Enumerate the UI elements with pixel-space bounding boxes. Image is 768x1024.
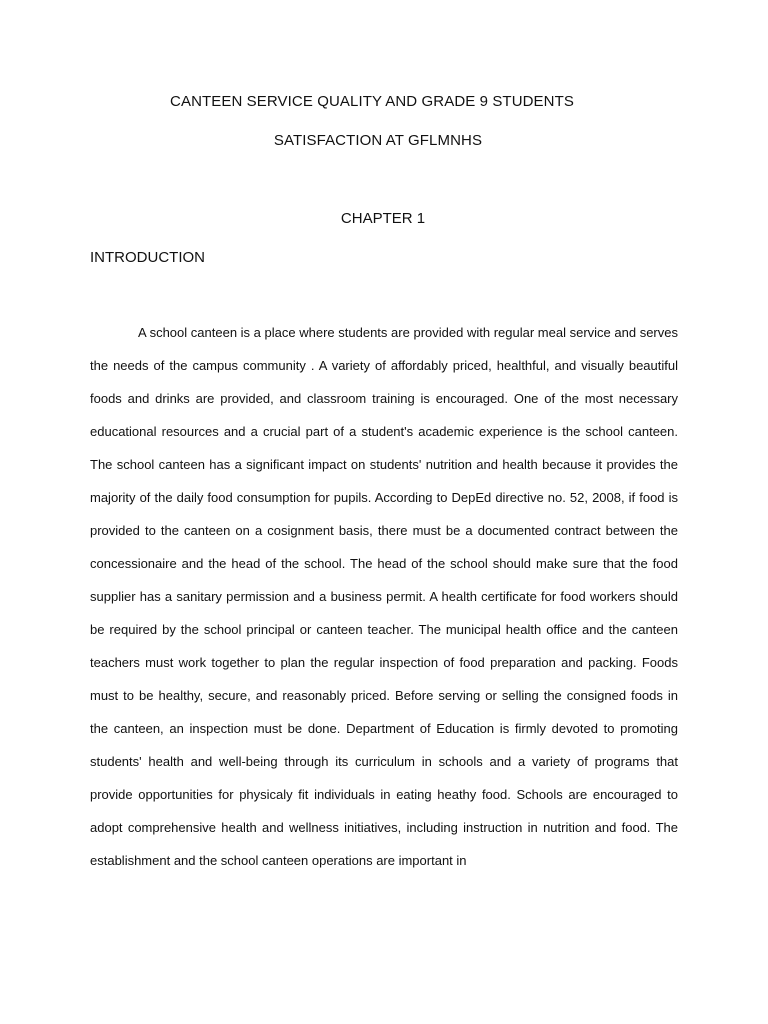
document-title-line-1: CANTEEN SERVICE QUALITY AND GRADE 9 STUDENTS [170,93,574,110]
body-paragraph: A school canteen is a place where students are provided with regular meal service and serves the needs of the campus community . A variety of affordably priced, healthful, and visually beautiful foods and drinks are provided, and classroom training is encouraged. One of the most necessary educational resources and a crucial part of a student's academic experience is the school canteen. The school canteen has a significant impact on students' nutrition and health because it provides the majority of the daily food consumption for pupils. According to DepEd directive no. 52, 2008, if food is provided to the canteen on a cosignment basis, there must be a documented contract between the concessionaire and the head of the school. The head of the school should make sure that the food supplier has a sanitary permission and a business permit. A health certificate for food workers should be required by the school principal or canteen teacher. The municipal health office and the canteen teachers must work together to plan the regular inspection of food preparation and packing. Foods must to be healthy, secure, and reasonably priced. Before serving or selling the consigned foods in the canteen, an inspection must be done. Department of Education is firmly devoted to promoting students' health and well-being through its curriculum in schools and a variety of programs that provide opportunities for physicaly fit individuals in eating heathy food. Schools are encouraged to adopt comprehensive health and wellness initiatives, including instruction in nutrition and food. The establishment and the school canteen operations are important in [90,325,678,868]
section-heading: INTRODUCTION [90,249,205,266]
chapter-heading: CHAPTER 1 [340,210,426,227]
document-title-line-2: SATISFACTION AT GFLMNHS [273,132,483,149]
